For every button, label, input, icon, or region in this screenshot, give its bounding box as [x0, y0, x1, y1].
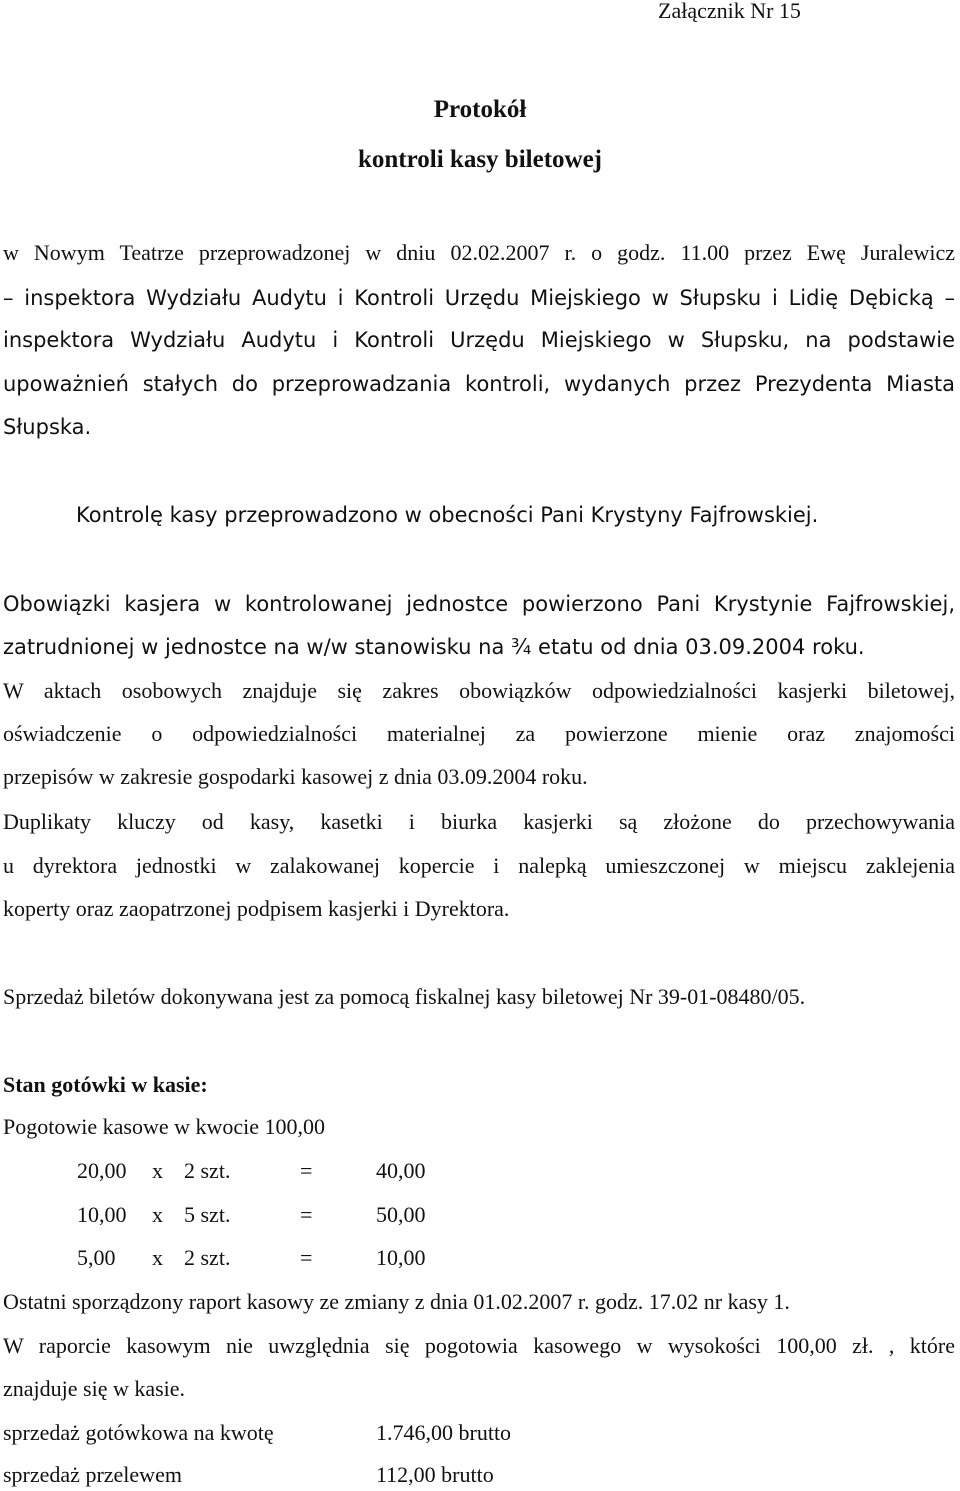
multiply-sign: x — [152, 1202, 163, 1227]
denomination-value: 10,00 — [77, 1202, 127, 1227]
duties-line: Obowiązki kasjera w kontrolowanej jednostce powierzono Pani Krystynie Fajfrowskiej, — [3, 592, 955, 616]
document-subtitle: kontroli kasy biletowej — [358, 146, 602, 173]
attachment-label: Załącznik Nr 15 — [658, 0, 801, 23]
last-report-line: Ostatni sporządzony raport kasowy ze zmiany z dnia 01.02.2007 r. godz. 17.02 nr kasy 1. — [3, 1289, 790, 1314]
intro-line: upoważnień stałych do przeprowadzania kontroli, wydanych przez Prezydenta Miasta — [3, 372, 955, 396]
denomination-total: 40,00 — [376, 1158, 426, 1183]
keys-line: Duplikaty kluczy od kasy, kasetki i biurka kasjerki są złożone do przechowywania — [3, 809, 955, 834]
cash-float-line: Pogotowie kasowe w kwocie 100,00 — [3, 1114, 326, 1139]
denomination-count: 2 szt. — [184, 1158, 231, 1183]
intro-line: Słupska. — [3, 415, 92, 439]
equals-sign: = — [300, 1245, 313, 1270]
report-note-line: W raporcie kasowym nie uwzględnia się pogotowia kasowego w wysokości 100,00 zł. , które — [3, 1333, 955, 1358]
files-line: oświadczenie o odpowiedzialności materialnej za powierzone mienie oraz znajomości — [3, 721, 955, 746]
denomination-total: 10,00 — [376, 1245, 426, 1270]
sales-amount: 112,00 brutto — [376, 1462, 494, 1487]
equals-sign: = — [300, 1158, 313, 1183]
denomination-count: 5 szt. — [184, 1202, 231, 1227]
keys-line: koperty oraz zaopatrzonej podpisem kasjerki i Dyrektora. — [3, 896, 510, 921]
denomination-value: 5,00 — [77, 1245, 116, 1270]
intro-line: inspektora Wydziału Audytu i Kontroli Urzędu Miejskiego w Słupsku, na podstawie — [3, 328, 955, 352]
keys-line: u dyrektora jednostki w zalakowanej kopercie i nalepką umieszczonej w miejscu zaklejenia — [3, 853, 955, 878]
multiply-sign: x — [152, 1158, 163, 1183]
duties-line: zatrudnionej w jednostce na w/w stanowisku na ¾ etatu od dnia 03.09.2004 roku. — [3, 635, 865, 659]
sales-type-label: sprzedaż przelewem — [3, 1462, 182, 1487]
denomination-total: 50,00 — [376, 1202, 426, 1227]
intro-line: – inspektora Wydziału Audytu i Kontroli Urzędu Miejskiego w Słupsku i Lidię Dębicką – — [3, 286, 955, 310]
denomination-value: 20,00 — [77, 1158, 127, 1183]
equals-sign: = — [300, 1202, 313, 1227]
sales-method-paragraph: Sprzedaż biletów dokonywana jest za pomocą fiskalnej kasy biletowej Nr 39-01-08480/05. — [3, 984, 806, 1009]
intro-line: w Nowym Teatrze przeprowadzonej w dniu 02.02.2007 r. o godz. 11.00 przez Ewę Juralewicz — [3, 240, 955, 265]
denomination-count: 2 szt. — [184, 1245, 231, 1270]
cash-heading: Stan gotówki w kasie: — [3, 1072, 208, 1097]
files-line: przepisów w zakresie gospodarki kasowej z dnia 03.09.2004 roku. — [3, 764, 588, 789]
files-line: W aktach osobowych znajduje się zakres obowiązków odpowiedzialności kasjerki biletowej, — [3, 678, 955, 703]
document-title: Protokół — [433, 96, 527, 123]
sales-amount: 1.746,00 brutto — [376, 1420, 512, 1445]
sales-type-label: sprzedaż gotówkowa na kwotę — [3, 1420, 274, 1445]
report-note-line: znajduje się w kasie. — [3, 1376, 186, 1401]
multiply-sign: x — [152, 1245, 163, 1270]
presence-paragraph: Kontrolę kasy przeprowadzono w obecności Pani Krystyny Fajfrowskiej. — [76, 503, 819, 527]
